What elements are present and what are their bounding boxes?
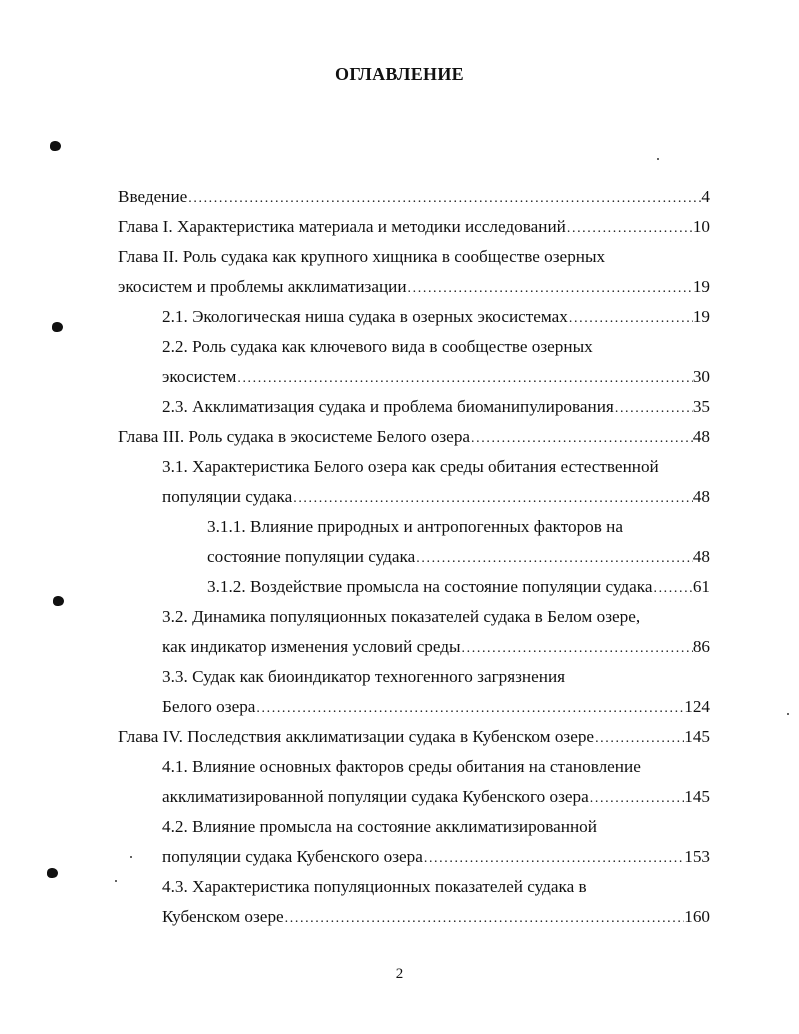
dot-leader xyxy=(566,214,693,242)
dot-leader xyxy=(407,274,693,302)
toc-entry xyxy=(162,872,710,902)
toc-entry xyxy=(162,482,710,512)
dot-leader xyxy=(461,634,693,662)
page-title: ОГЛАВЛЕНИЕ xyxy=(335,64,464,84)
toc-entry-page: 30 xyxy=(692,367,710,386)
dot-leader xyxy=(568,304,693,332)
dot-leader xyxy=(292,484,693,512)
toc-entry xyxy=(118,272,710,302)
page-number: 2 xyxy=(395,966,404,982)
toc-entry-text: Глава I. Характеристика материала и методики исследований xyxy=(118,217,566,236)
toc-entry-text: Кубенском озере xyxy=(162,907,284,926)
toc-entry xyxy=(162,302,710,332)
toc-entry-page: 48 xyxy=(692,427,710,446)
toc-entry xyxy=(118,182,710,212)
dot-leader xyxy=(187,184,701,212)
toc-entry-text: экосистем xyxy=(162,367,237,386)
toc-entry-page: 19 xyxy=(692,277,710,296)
toc-entry-page: 48 xyxy=(692,487,710,506)
toc-entry xyxy=(207,572,710,602)
toc-entry-text: Глава III. Роль судака в экосистеме Белого озера xyxy=(118,427,471,446)
scan-mark xyxy=(47,868,58,878)
toc-entry-text: 4.1. Влияние основных факторов среды обитания на становление xyxy=(162,757,641,776)
toc-entry xyxy=(162,632,710,662)
toc-entry xyxy=(118,422,710,452)
toc-entry-text: 2.1. Экологическая ниша судака в озерных экосистемах xyxy=(162,307,568,326)
dot-leader xyxy=(594,724,684,752)
scan-speck xyxy=(657,158,659,160)
toc-entry-text: популяции судака xyxy=(162,487,293,506)
toc-entry xyxy=(162,392,710,422)
toc-entry-page: 145 xyxy=(684,727,710,746)
toc-entry-page: 153 xyxy=(684,847,710,866)
toc-entry xyxy=(162,362,710,392)
toc-entry-text: 3.3. Судак как биоиндикатор техногенного загрязнения xyxy=(162,667,566,686)
toc-entry-text: Глава II. Роль судака как крупного хищника в сообществе озерных xyxy=(118,247,606,266)
scan-speck xyxy=(115,880,117,882)
toc-entry xyxy=(162,662,710,692)
toc-entry-text: Глава IV. Последствия акклиматизации судака в Кубенском озере xyxy=(118,727,595,746)
toc-entry-page: 35 xyxy=(692,397,710,416)
dot-leader xyxy=(255,694,684,722)
toc-entry xyxy=(118,242,710,272)
dot-leader xyxy=(236,364,692,392)
toc-entry xyxy=(162,782,710,812)
toc-entry-text: Белого озера xyxy=(162,697,256,716)
dot-leader xyxy=(423,844,684,872)
dot-leader xyxy=(415,544,693,572)
toc-entry-text: 4.2. Влияние промысла на состояние акклиматизированной xyxy=(162,817,597,836)
dot-leader xyxy=(470,424,693,452)
toc-entry-text: 2.3. Акклиматизация судака и проблема биоманипулирования xyxy=(162,397,614,416)
toc-entry-text: состояние популяции судака xyxy=(207,547,416,566)
scan-speck xyxy=(787,713,789,715)
toc-entry-text: 3.1. Характеристика Белого озера как среды обитания естественной xyxy=(162,457,659,476)
dot-leader xyxy=(614,394,693,422)
scan-mark xyxy=(53,596,64,606)
toc-entry-page: 48 xyxy=(692,547,710,566)
toc-entry-text: 3.1.2. Воздействие промысла на состояние популяции судака xyxy=(207,577,653,596)
toc-entry-text: 2.2. Роль судака как ключевого вида в сообществе озерных xyxy=(162,337,593,356)
toc-entry xyxy=(162,842,710,872)
toc-entry-page: 4 xyxy=(701,187,710,206)
toc-entry-text: экосистем и проблемы акклиматизации xyxy=(118,277,407,296)
toc-entry-text: акклиматизированной популяции судака Кубенского озера xyxy=(162,787,589,806)
toc-entry-text: Введение xyxy=(118,187,188,206)
toc-entry-text: как индикатор изменения условий среды xyxy=(162,637,461,656)
toc-entry xyxy=(118,722,710,752)
scan-mark xyxy=(50,141,61,151)
toc-entry-page: 124 xyxy=(684,697,710,716)
toc-entry-text: 3.1.1. Влияние природных и антропогенных факторов на xyxy=(207,517,623,536)
toc-entry-page: 19 xyxy=(692,307,710,326)
toc-entry-page: 145 xyxy=(684,787,710,806)
scan-speck xyxy=(130,856,132,858)
toc-entry xyxy=(162,752,710,782)
dot-leader xyxy=(284,904,685,932)
toc-entry xyxy=(162,452,710,482)
toc-entry xyxy=(162,902,710,932)
toc-entry xyxy=(207,512,710,542)
dot-leader xyxy=(589,784,684,812)
toc-entry xyxy=(118,212,710,242)
toc-entry xyxy=(162,812,710,842)
toc-entry xyxy=(162,602,710,632)
toc-entry-page: 10 xyxy=(692,217,710,236)
dot-leader xyxy=(652,574,692,602)
toc-entry xyxy=(162,692,710,722)
toc-entry-text: 3.2. Динамика популяционных показателей судака в Белом озере, xyxy=(162,607,641,626)
toc-entry-page: 61 xyxy=(692,577,710,596)
toc-entry-page: 86 xyxy=(692,637,710,656)
toc-entry-text: популяции судака Кубенского озера xyxy=(162,847,423,866)
toc-entry xyxy=(207,542,710,572)
scan-mark xyxy=(52,322,63,332)
toc-entry xyxy=(162,332,710,362)
toc-entry-page: 160 xyxy=(684,907,710,926)
toc-entry-text: 4.3. Характеристика популяционных показателей судака в xyxy=(162,877,587,896)
